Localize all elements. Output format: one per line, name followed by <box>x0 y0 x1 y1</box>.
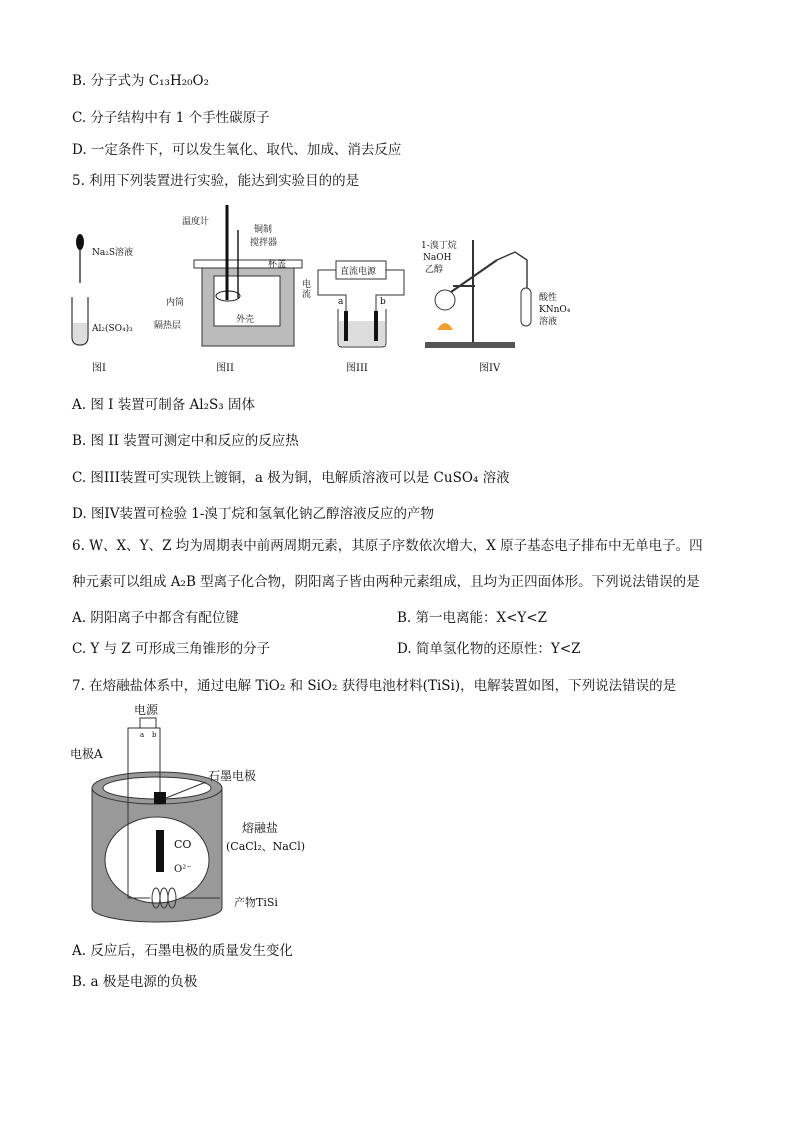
question-7: 7. 在熔融盐体系中，通过电解 TiO₂ 和 SiO₂ 获得电池材料(TiSi)，电解装置如图，下列说法错误的是 <box>72 678 677 694</box>
fig4-test-3: 溶液 <box>539 317 558 327</box>
fig7-o2: O²⁻ <box>174 864 192 875</box>
figure-1 <box>66 225 146 380</box>
q5-option-a: A. 图 I 装置可制备 Al₂S₃ 固体 <box>72 397 255 413</box>
fig7-co: CO <box>174 838 192 851</box>
q6-option-b: B. 第一电离能：X<Y<Z <box>397 610 548 626</box>
fig2-insulation: 隔热层 <box>154 321 182 331</box>
fig2-caption: 图II <box>216 363 234 374</box>
figure-2 <box>150 200 310 380</box>
fig7-product: 产物TiSi <box>234 896 278 909</box>
q6-option-d: D. 简单氢化物的还原性：Y<Z <box>397 641 581 657</box>
fig1-label-bottom: Al₂(SO₄)₃ <box>92 324 133 334</box>
q5-option-d: D. 图IV装置可检验 1-溴丁烷和氢氧化钠乙醇溶液反应的产物 <box>72 506 434 522</box>
fig7-a: a <box>140 731 145 739</box>
fig3-current-2: 流 <box>302 290 312 300</box>
fig3-current-1: 电 <box>302 280 312 290</box>
fig7-graphite: 石墨电极 <box>208 769 257 783</box>
question-6-line-2: 种元素可以组成 A₂B 型离子化合物，阴阳离子皆由两种元素组成，且均为正四面体形。下列说法错误的是 <box>72 574 700 590</box>
fig2-thermometer: 温度计 <box>182 217 210 227</box>
fig4-reagent-1: 1-溴丁烷 <box>421 241 457 251</box>
fig7-molten-2: (CaCl₂、NaCl) <box>226 840 306 853</box>
question-5: 5. 利用下列装置进行实验，能达到实验目的的是 <box>72 173 360 189</box>
fig7-electrode-a: 电极A <box>70 747 103 761</box>
question-6-line-1: 6. W、X、Y、Z 均为周期表中前两周期元素，其原子序数依次增大，X 原子基态电子排布中无单电子。四 <box>72 538 703 554</box>
fig1-caption: 图I <box>92 363 106 374</box>
fig3-caption: 图III <box>346 363 368 374</box>
q4-option-d: D. 一定条件下，可以发生氧化、取代、加成、消去反应 <box>72 142 402 158</box>
fig1-label-top: Na₂S溶液 <box>92 248 134 258</box>
q5-option-c: C. 图III装置可实现铁上镀铜，a 极为铜，电解质溶液可以是 CuSO₄ 溶液 <box>72 470 510 486</box>
fig3-b: b <box>380 297 386 307</box>
q7-option-b: B. a 极是电源的负极 <box>72 974 198 990</box>
fig2-stirrer-1: 铜制 <box>254 225 273 235</box>
q7-option-a: A. 反应后，石墨电极的质量发生变化 <box>72 943 293 959</box>
fig4-caption: 图IV <box>479 363 501 374</box>
fig3-source: 直流电源 <box>340 267 377 277</box>
fig4-reagent-2: NaOH <box>423 253 452 263</box>
fig2-inner: 内筒 <box>166 298 185 308</box>
fig4-test-1: 酸性 <box>539 293 558 303</box>
fig2-outer: 外壳 <box>236 315 255 325</box>
fig7-power: 电源 <box>134 703 159 717</box>
fig3-a: a <box>338 297 344 307</box>
fig7-molten-1: 熔融盐 <box>242 821 279 835</box>
fig4-reagent-3: 乙醇 <box>425 265 444 275</box>
q5-option-b: B. 图 II 装置可测定中和反应的反应热 <box>72 433 299 449</box>
fig2-lid: 杯盖 <box>268 260 287 270</box>
figure-3 <box>300 255 410 380</box>
q6-option-a: A. 阴阳离子中都含有配位键 <box>72 610 239 626</box>
fig7-b: b <box>152 731 157 739</box>
q6-option-c: C. Y 与 Z 可形成三角锥形的分子 <box>72 641 271 657</box>
figure-4 <box>415 230 595 380</box>
q4-option-c: C. 分子结构中有 1 个手性碳原子 <box>72 110 270 126</box>
fig4-test-2: KNnO₄ <box>539 305 571 315</box>
figure-7 <box>66 700 336 935</box>
fig2-stirrer-2: 搅拌器 <box>250 238 278 248</box>
q4-option-b: B. 分子式为 C₁₃H₂₀O₂ <box>72 73 210 89</box>
